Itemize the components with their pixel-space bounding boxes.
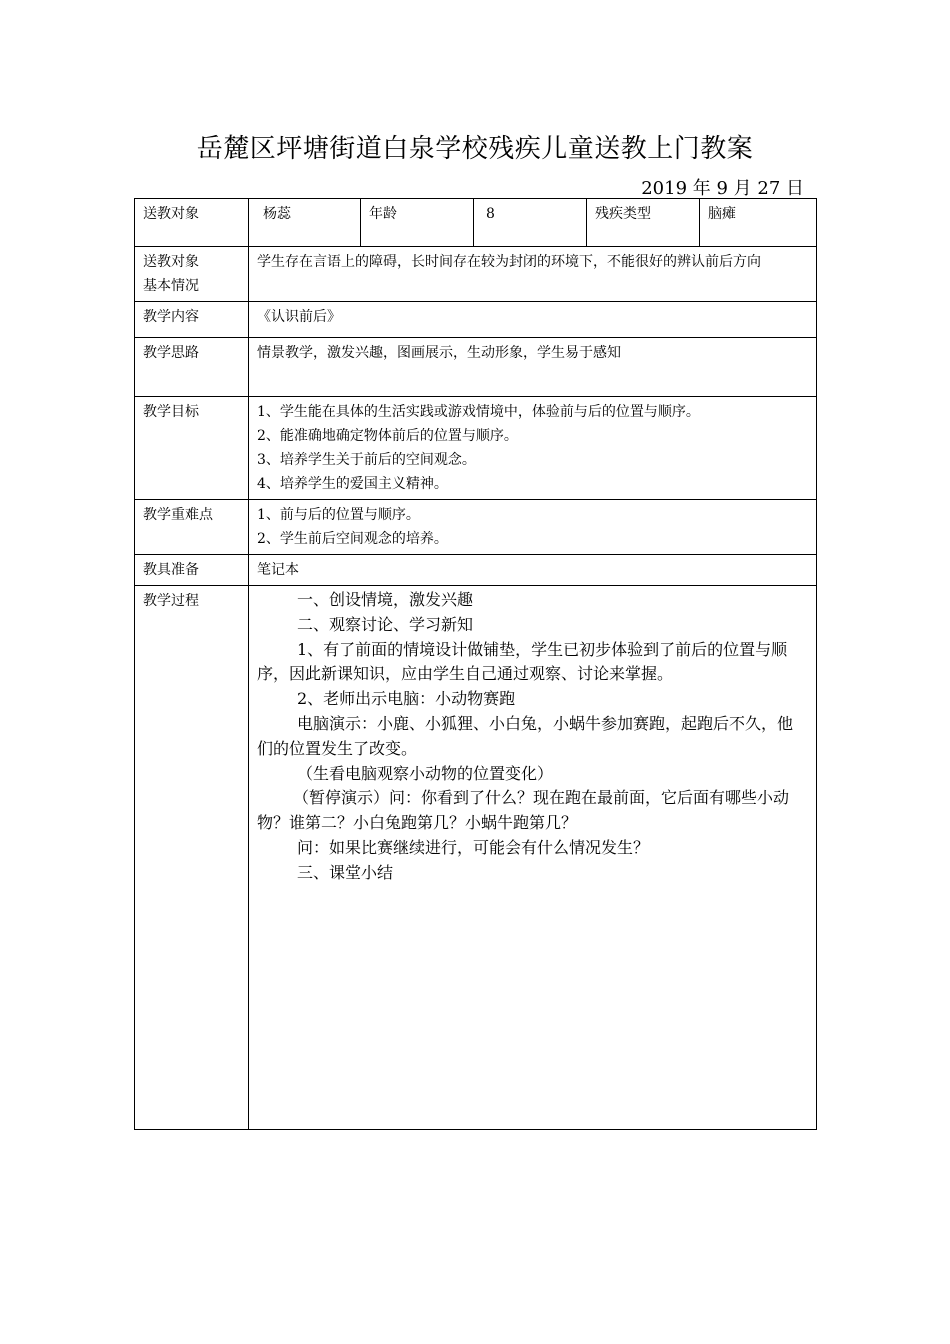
basic-info-label-line2: 基本情况 <box>143 278 199 294</box>
process-paragraph: 2、老师出示电脑：小动物赛跑 <box>297 689 516 709</box>
materials-label: 教具准备 <box>135 555 249 586</box>
goals-row <box>135 397 817 500</box>
approach-value: 情景教学，激发兴趣，图画展示，生动形象，学生易于感知 <box>249 338 817 397</box>
process-body <box>257 588 808 886</box>
approach-label: 教学思路 <box>135 338 249 397</box>
goals-list <box>249 397 817 500</box>
process-paragraph: 二、观察讨论、学习新知 <box>297 614 474 634</box>
key-points-row <box>135 500 817 555</box>
content-row <box>135 302 817 338</box>
materials-value: 笔记本 <box>249 555 817 586</box>
info-row <box>135 199 817 247</box>
goal-item: 1、学生能在具体的生活实践或游戏情境中，体验前与后的位置与顺序。 <box>257 404 700 420</box>
process-paragraph: 问：如果比赛继续进行，可能会有什么情况发生？ <box>297 837 650 857</box>
materials-row <box>135 555 817 586</box>
basic-info-label <box>135 247 249 302</box>
process-paragraph: 1、有了前面的情境设计做铺垫，学生已初步体验到了前后的位置与顺序，因此新课知识，应由学生自己通过观察、讨论来掌握。 <box>257 639 788 684</box>
basic-info-label-line1: 送教对象 <box>143 254 199 270</box>
process-label: 教学过程 <box>135 586 249 1130</box>
page-title: 岳麓区坪塘街道白泉学校残疾儿童送教上门教案 <box>196 134 754 164</box>
content-label: 教学内容 <box>135 302 249 338</box>
key-point-item: 2、学生前后空间观念的培养。 <box>257 531 448 547</box>
lesson-plan-table <box>134 198 817 1130</box>
process-paragraph: 一、创设情境，激发兴趣 <box>297 590 474 609</box>
goal-item: 4、培养学生的爱国主义精神。 <box>257 476 448 492</box>
key-points-label: 教学重难点 <box>135 500 249 555</box>
age-value: 8 <box>474 199 587 247</box>
lesson-date: 2019 年 9 月 27 日 <box>641 178 804 199</box>
process-paragraph: 三、课堂小结 <box>297 862 394 882</box>
disability-label: 残疾类型 <box>587 199 700 247</box>
target-value: 杨蕊 <box>249 199 361 247</box>
disability-value: 脑瘫 <box>700 199 817 247</box>
approach-row <box>135 338 817 397</box>
age-label: 年龄 <box>361 199 474 247</box>
basic-info-row <box>135 247 817 302</box>
process-paragraph: （生看电脑观察小动物的位置变化） <box>297 763 554 783</box>
key-point-item: 1、前与后的位置与顺序。 <box>257 507 420 523</box>
process-content <box>249 586 817 1130</box>
process-paragraph: （暂停演示）问：你看到了什么？现在跑在最前面，它后面有哪些小动物？谁第二？小白兔跑第几？小蜗牛跑第几？ <box>257 788 790 833</box>
goal-item: 3、培养学生关于前后的空间观念。 <box>257 452 476 468</box>
process-paragraph: 电脑演示：小鹿、小狐狸、小白兔，小蜗牛参加赛跑，起跑后不久，他们的位置发生了改变。 <box>257 713 794 758</box>
goal-item: 2、能准确地确定物体前后的位置与顺序。 <box>257 428 518 444</box>
content-value: 《认识前后》 <box>249 302 817 338</box>
key-points-list <box>249 500 817 555</box>
process-row <box>135 586 817 1130</box>
goals-label: 教学目标 <box>135 397 249 500</box>
basic-info-value: 学生存在言语上的障碍，长时间存在较为封闭的环境下，不能很好的辨认前后方向 <box>249 247 817 302</box>
target-label: 送教对象 <box>135 199 249 247</box>
